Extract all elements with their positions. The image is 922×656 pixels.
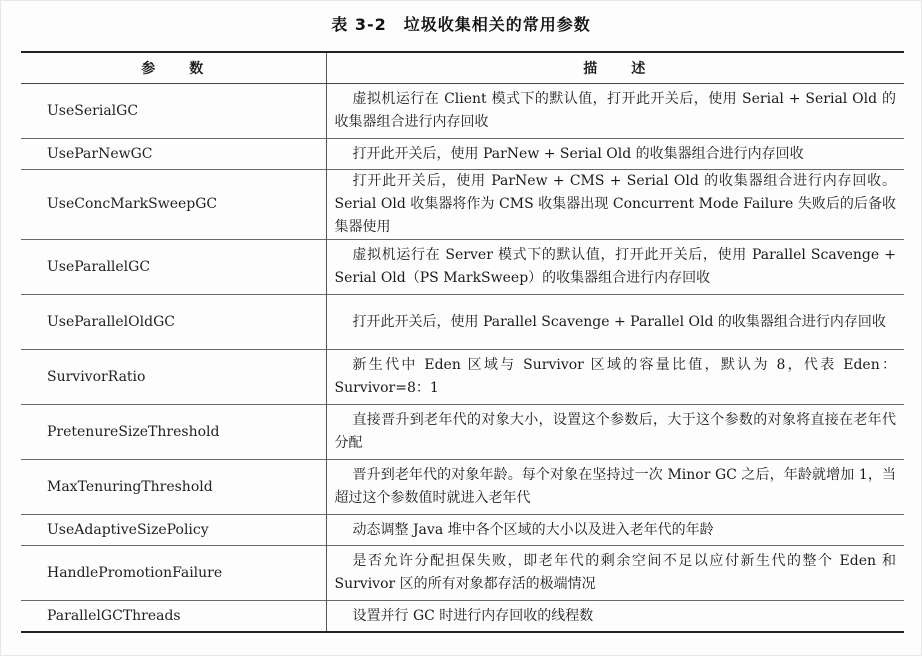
param-name: ParallelGCThreads bbox=[21, 601, 326, 633]
table-row bbox=[21, 84, 904, 139]
param-name: UseParallelOldGC bbox=[21, 295, 326, 350]
table-row bbox=[21, 170, 904, 240]
param-description: 是否允许分配担保失败，即老年代的剩余空间不足以应付新生代的整个 Eden 和 Survivor 区的所有对象都存活的极端情况 bbox=[326, 546, 904, 601]
param-name: MaxTenuringThreshold bbox=[21, 460, 326, 515]
param-description: 打开此开关后，使用 ParNew + Serial Old 的收集器组合进行内存回收 bbox=[326, 139, 904, 170]
header-parameter: 参 数 bbox=[21, 52, 326, 84]
param-name: UseParNewGC bbox=[21, 139, 326, 170]
param-name: HandlePromotionFailure bbox=[21, 546, 326, 601]
param-name: UseAdaptiveSizePolicy bbox=[21, 515, 326, 546]
table-row bbox=[21, 139, 904, 170]
param-description: 设置并行 GC 时进行内存回收的线程数 bbox=[326, 601, 904, 633]
param-name: PretenureSizeThreshold bbox=[21, 405, 326, 460]
param-description: 新生代中 Eden 区域与 Survivor 区域的容量比值，默认为 8，代表 Eden：Survivor=8：1 bbox=[326, 350, 904, 405]
param-description: 晋升到老年代的对象年龄。每个对象在坚持过一次 Minor GC 之后，年龄就增加 1，当超过这个参数值时就进入老年代 bbox=[326, 460, 904, 515]
table-row bbox=[21, 546, 904, 601]
param-name: UseSerialGC bbox=[21, 84, 326, 139]
param-name: SurvivorRatio bbox=[21, 350, 326, 405]
table-header-row bbox=[21, 52, 904, 84]
table-row bbox=[21, 601, 904, 633]
table-row bbox=[21, 460, 904, 515]
param-name: UseParallelGC bbox=[21, 240, 326, 295]
param-description: 虚拟机运行在 Client 模式下的默认值，打开此开关后，使用 Serial + Serial Old 的收集器组合进行内存回收 bbox=[326, 84, 904, 139]
table-row bbox=[21, 350, 904, 405]
gc-parameters-table bbox=[21, 51, 904, 633]
param-description: 打开此开关后，使用 Parallel Scavenge + Parallel Old 的收集器组合进行内存回收 bbox=[326, 295, 904, 350]
param-description: 动态调整 Java 堆中各个区域的大小以及进入老年代的年龄 bbox=[326, 515, 904, 546]
param-name: UseConcMarkSweepGC bbox=[21, 170, 326, 240]
table-caption: 表 3-2 垃圾收集相关的常用参数 bbox=[331, 15, 591, 34]
header-description: 描 述 bbox=[326, 52, 904, 84]
param-description: 虚拟机运行在 Server 模式下的默认值，打开此开关后，使用 Parallel Scavenge + Serial Old（PS MarkSweep）的收集器组合进行内存回收 bbox=[326, 240, 904, 295]
param-description: 直接晋升到老年代的对象大小，设置这个参数后，大于这个参数的对象将直接在老年代分配 bbox=[326, 405, 904, 460]
table-row bbox=[21, 295, 904, 350]
table-row bbox=[21, 240, 904, 295]
param-description: 打开此开关后，使用 ParNew + CMS + Serial Old 的收集器组合进行内存回收。Serial Old 收集器将作为 CMS 收集器出现 Concurrent Mode Failure 失败后的后备收集器使用 bbox=[326, 170, 904, 240]
table-row bbox=[21, 515, 904, 546]
table-row bbox=[21, 405, 904, 460]
